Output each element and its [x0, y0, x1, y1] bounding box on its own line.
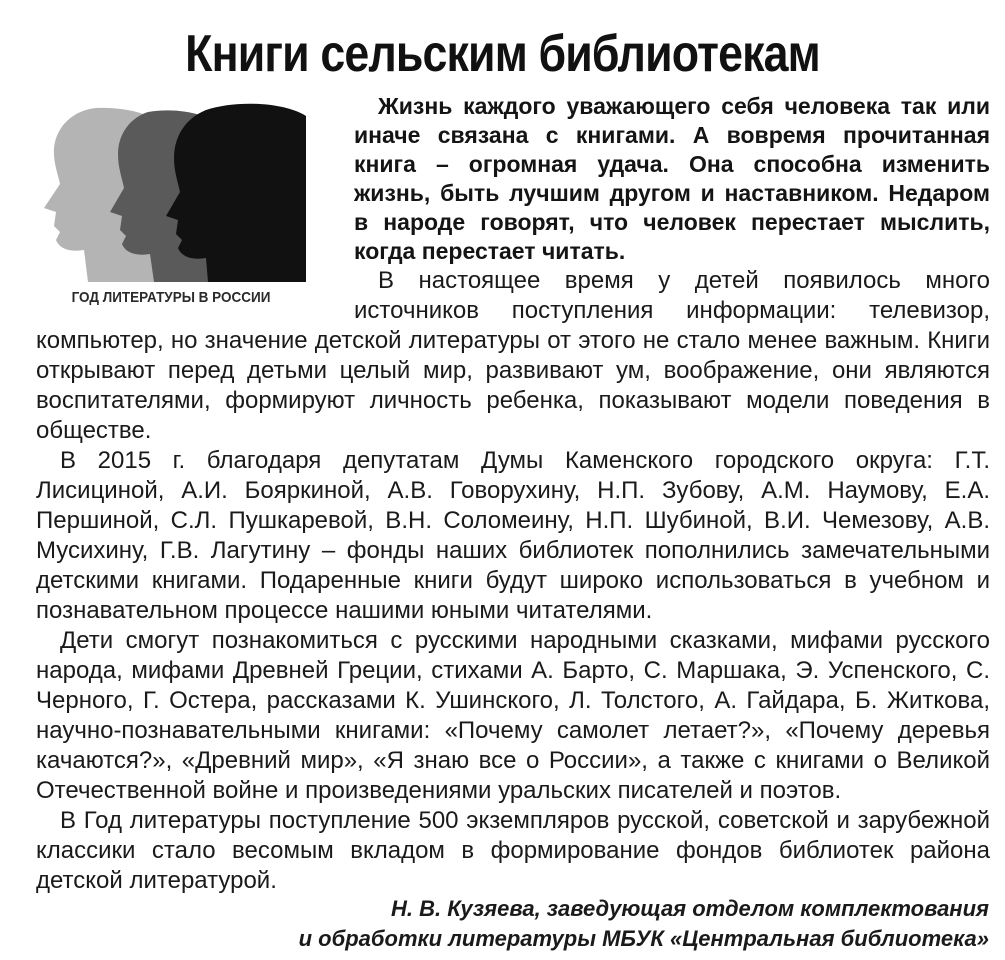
body-paragraph: В настоящее время у детей появилось много источников поступления информации: телевизор, компьютер, но значение детской литературы от этого не стало менее важным. Книги открывают перед детьми целый мир, развивают ум, воображение, они являются воспитателями, формируют личность ребенка, показывают модели поведения в обществе. — [36, 267, 990, 444]
black-head-silhouette — [166, 104, 306, 282]
lead-paragraph: Жизнь каждого уважающего себя человека так или иначе связана с книгами. А вовремя прочитанная книга – огромная удача. Она способна изменить жизнь, быть лучшим другом и наставником. Недаром в народе говорят, что человек перестает мыслить, когда перестает читать. — [354, 93, 990, 264]
logo-wrap-spacer — [36, 266, 354, 326]
body-paragraph: Дети смогут познакомиться с русскими народными сказками, мифами русского народа, мифами Древней Греции, стихами А. Барто, С. Маршака, Э. Успенского, С. Черного, Г. Остера, рассказами К. Ушинского, Л. Толстого, А. Гайдара, Б. Житкова, научно-познавательными книгами: «Почему самолет летает?», «Почему деревья качаются?», «Древний мир», «Я знаю все о России», а также с книгами о Великой Отечественной войне и произведениями уральских писателей и поэтов. — [36, 627, 990, 804]
signature-line-1: Н. В. Кузяева, заведующая отделом комплектования — [390, 896, 989, 921]
signature-line-2: и обработки литературы МБУК «Центральная библиотека» — [298, 926, 989, 951]
author-signature — [35, 894, 989, 954]
logo-caption: ГОД ЛИТЕРАТУРЫ В РОССИИ — [71, 289, 271, 306]
body-paragraph: В Год литературы поступление 500 экземпляров русской, советской и зарубежной классики стало весомым вкладом в формирование фондов библиотек района детской литературой. — [36, 807, 990, 894]
article-title: Книги сельским библиотекам — [185, 25, 820, 83]
article-body — [36, 266, 990, 896]
body-paragraph: В 2015 г. благодаря депутатам Думы Каменского городского округа: Г.Т. Лисициной, А.И. Бояркиной, А.В. Говорухину, Н.П. Зубову, А.М. Наумову, Е.А. Першиной, С.Л. Пушкаревой, В.Н. Соломеину, Н.П. Шубиной, В.И. Чемезову, А.В. Мусихину, Г.В. Лагутину – фонды наших библиотек пополнились замечательными детскими книгами. Подаренные книги будут широко использоваться в учебном и познавательном процессе нашими юными читателями. — [36, 447, 990, 624]
three-head-silhouettes-icon — [36, 98, 306, 282]
